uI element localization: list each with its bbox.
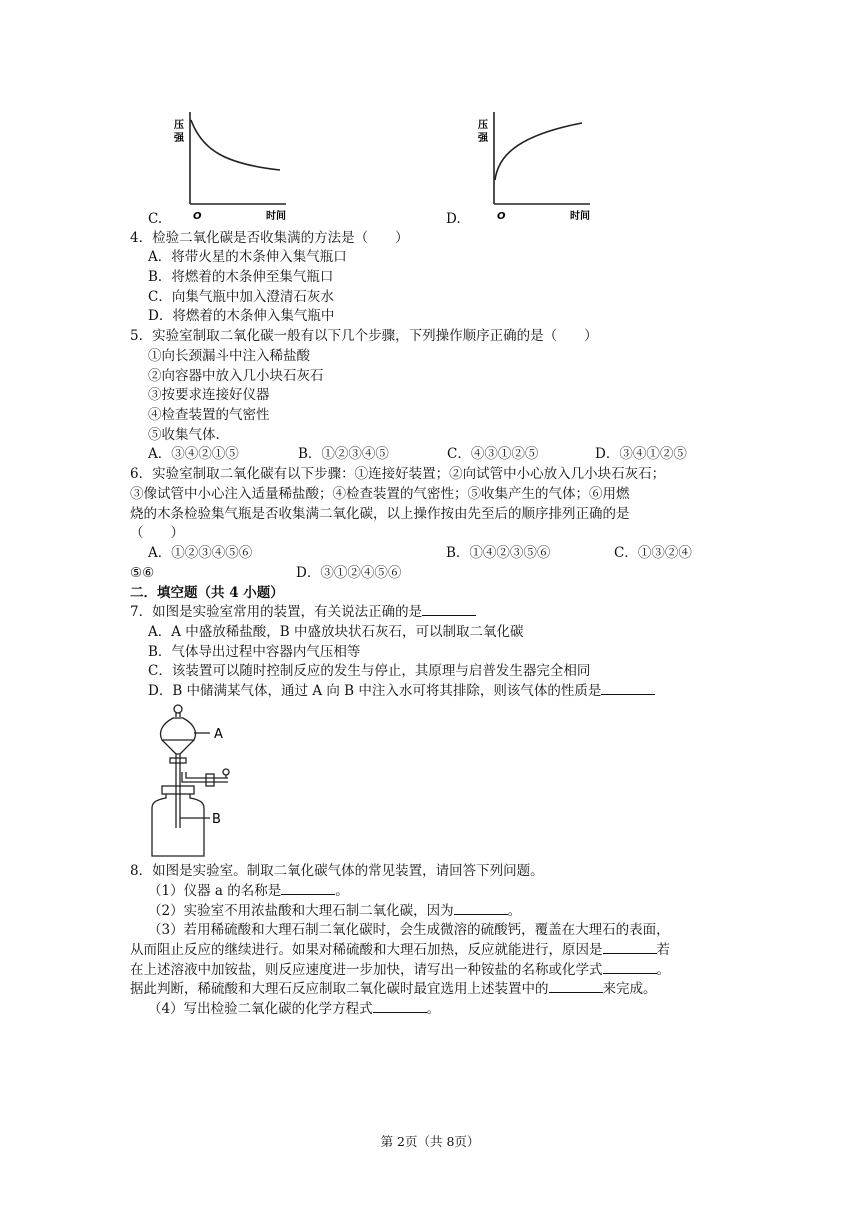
- graph-c-ylabel-1: 压: [174, 120, 184, 131]
- funnel-stopcock: [170, 758, 186, 763]
- q8-p4-end: 。: [426, 1001, 441, 1017]
- q8-part-2: [148, 902, 521, 920]
- graph-d-ylabel-2: 强: [478, 133, 488, 144]
- q8-p2-text: （2）实验室不用浓盐酸和大理石制二氧化碳，因为: [148, 903, 454, 919]
- q6-option-b: B．①④②③⑤⑥: [446, 545, 551, 561]
- q4-option-a: A．将带火星的木条伸入集气瓶口: [148, 249, 347, 265]
- q6-line-1: 6．实验室制取二氧化碳有以下步骤：①连接好装置；②向试管中小心放入几小块石灰石；: [130, 466, 666, 482]
- q5-option-a: A．③④②①⑤: [148, 446, 239, 462]
- q5-option-c: C．④③①②⑤: [447, 446, 539, 462]
- graph-c-label: C.: [148, 211, 163, 227]
- q7-stem: 7．如图是实验室常用的装置，有关说法正确的是: [130, 604, 423, 620]
- q5-option-b: B．①②③④⑤: [298, 446, 389, 462]
- q8-part-3-line-4: [130, 980, 657, 998]
- q7-label-b: B: [212, 812, 221, 827]
- q8-p4-blank: [373, 1000, 427, 1013]
- graph-d-label: D.: [446, 211, 461, 227]
- q5-step-4: ④检查装置的气密性: [148, 407, 270, 423]
- q4-stem: 4．检验二氧化碳是否收集满的方法是（ ）: [130, 230, 409, 246]
- q7-label-a: A: [214, 727, 223, 742]
- graph-d-xlabel: 时间: [570, 211, 590, 222]
- q4-option-d: D．将燃着的木条伸入集气瓶中: [148, 308, 335, 324]
- q7-option-d: D．B 中储满某气体，通过 A 向 B 中注入水可将其排除，则该气体的性质是: [148, 683, 602, 699]
- graph-c-origin: O: [193, 211, 202, 222]
- q5-stem: 5．实验室制取二氧化碳一般有以下几个步骤，下列操作顺序正确的是（ ）: [130, 328, 598, 344]
- graph-c-xlabel: 时间: [266, 211, 286, 222]
- funnel-stopper: [174, 705, 182, 713]
- q8-part-3-line-2: [130, 941, 670, 959]
- q8-p2-end: 。: [507, 903, 522, 919]
- q5-step-2: ②向容器中放入几小块石灰石: [148, 368, 324, 384]
- q7-stem-line: [130, 603, 476, 621]
- q7-d-blank: [601, 682, 655, 695]
- q6-line-2: ③像试管中小心注入适量稀盐酸；④检查装置的气密性；⑤收集产生的气体；⑥用燃: [130, 486, 630, 502]
- q8-p3l2-text: 从而阻止反应的继续进行。如果对稀硫酸和大理石加热，反应就能进行，原因是: [130, 942, 603, 958]
- q6-option-c: C．①③②④: [614, 545, 692, 561]
- q8-p1-blank: [281, 882, 335, 895]
- q7-option-c: C．该装置可以随时控制反应的发生与停止，其原理与启普发生器完全相同: [148, 663, 591, 679]
- q8-p3-blank-3: [549, 980, 603, 993]
- q8-p4-text: （4）写出检验二氧化碳的化学方程式: [148, 1001, 373, 1017]
- graph-c: [170, 108, 300, 226]
- q8-p3l4-text: 据此判断，稀硫酸和大理石反应制取二氧化碳时最宜选用上述装置中的: [130, 981, 549, 997]
- q8-p1-text: （1）仪器 a 的名称是: [148, 883, 282, 899]
- q5-step-1: ①向长颈漏斗中注入稀盐酸: [148, 348, 310, 364]
- q8-p3l3-end: 。: [656, 962, 670, 978]
- q8-stem: 8．如图是实验室。制取二氧化碳气体的常见装置，请回答下列问题。: [130, 863, 544, 879]
- q4-option-c: C．向集气瓶中加入澄清石灰水: [148, 289, 334, 305]
- q8-part-1: [148, 882, 349, 900]
- q6-line-3: 烧的木条检验集气瓶是否收集满二氧化碳，以上操作按由先至后的顺序排列正确的是: [130, 506, 630, 522]
- q6-option-a: A．①②③④⑤⑥: [148, 545, 253, 561]
- q7-answer-blank: [422, 603, 476, 616]
- q6-line-4: （ ）: [130, 525, 184, 541]
- graph-c-ylabel-2: 强: [174, 133, 184, 144]
- q8-p3l3-text: 在上述溶液中加铵盐，则反应速度进一步加快，请写出一种铵盐的名称或化学式: [130, 962, 603, 978]
- q7-option-b: B．气体导出过程中容器内气压相等: [148, 644, 361, 660]
- side-valve: [206, 774, 214, 786]
- graph-d-ylabel-1: 压: [478, 120, 488, 131]
- q7-apparatus-diagram: [140, 700, 250, 860]
- bottle-stopper: [162, 786, 194, 794]
- q6-option-c-cont: ⑤⑥: [130, 565, 155, 581]
- q8-part-3-line-1: （3）若用稀硫酸和大理石制二氧化碳时，会生成微溶的硫酸钙，覆盖在大理石的表面，: [148, 922, 670, 938]
- section-2-heading: 二．填空题（共 4 小题）: [130, 585, 284, 601]
- q8-p3-blank-1: [603, 941, 657, 954]
- q5-step-5: ⑤收集气体.: [148, 427, 220, 443]
- q8-p3l4-end: 来完成。: [602, 981, 657, 997]
- q8-p1-end: 。: [335, 883, 349, 899]
- q5-step-3: ③按要求连接好仪器: [148, 387, 270, 403]
- q8-part-4: [148, 1000, 440, 1018]
- q8-p3-blank-2: [603, 961, 657, 974]
- page-footer: 第 2页（共 8页）: [380, 1134, 480, 1149]
- graph-d-origin: O: [497, 211, 506, 222]
- q6-option-d: D．③①②④⑤⑥: [296, 565, 402, 581]
- graph-c-curve: [191, 120, 280, 170]
- q8-p2-blank: [454, 902, 508, 915]
- q4-option-b: B．将燃着的木条伸至集气瓶口: [148, 269, 334, 285]
- q5-option-d: D．③④①②⑤: [595, 446, 687, 462]
- q7-option-d-line: [148, 682, 655, 700]
- q8-p3l2-end: 若: [656, 942, 670, 958]
- graph-d: [474, 108, 604, 226]
- separatory-funnel: [160, 718, 195, 754]
- graph-d-curve: [495, 123, 582, 180]
- q7-option-a: A．A 中盛放稀盐酸，B 中盛放块状石灰石，可以制取二氧化碳: [148, 624, 524, 640]
- q8-part-3-line-3: [130, 961, 670, 979]
- gas-bottle: [152, 794, 204, 856]
